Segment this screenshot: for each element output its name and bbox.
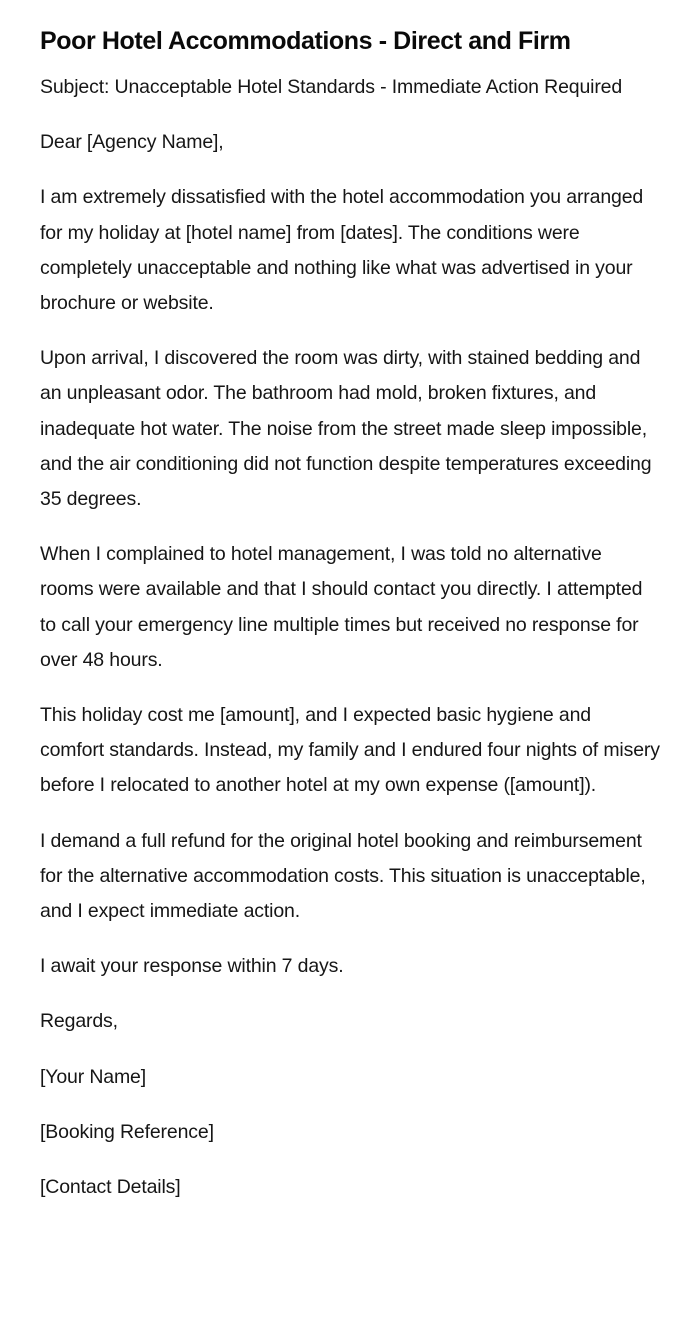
signature-contact-details: [Contact Details] bbox=[40, 1176, 181, 1199]
body-paragraph-deadline: I await your response within 7 days. bbox=[40, 955, 344, 978]
body-paragraph-demand: I demand a full refund for the original hotel booking and reimbursement for the alternative accommodation costs. This situation is unacceptable, and I expect immediate action. bbox=[40, 829, 646, 923]
body-paragraph-complaint: I am extremely dissatisfied with the hotel accommodation you arranged for my holiday at [hotel name] from [dates]. The conditions were completely unacceptable and nothing like what was advertised in your brochure or website. bbox=[40, 186, 644, 315]
salutation: Dear [Agency Name], bbox=[40, 131, 224, 154]
subject-line: Subject: Unacceptable Hotel Standards - Immediate Action Required bbox=[40, 76, 623, 98]
body-paragraph-management: When I complained to hotel management, I was told no alternative rooms were available and that I should contact you directly. I attempted to call your emergency line multiple times but received no response for over 48 hours. bbox=[40, 543, 643, 671]
closing: Regards, bbox=[40, 1010, 118, 1033]
body-paragraph-conditions: Upon arrival, I discovered the room was dirty, with stained bedding and an unpleasant odor. The bathroom had mold, broken fixtures, and inadequate hot water. The noise from the street made sleep impossible, and the air conditioning did not function despite temperatures exceeding 35 degrees. bbox=[40, 347, 652, 511]
body-paragraph-cost: This holiday cost me [amount], and I expected basic hygiene and comfort standards. Instead, my family and I endured four nights of misery before I relocated to another hotel at my own expense ([amount]). bbox=[40, 704, 660, 797]
signature-booking-reference: [Booking Reference] bbox=[40, 1120, 214, 1143]
signature-name: [Your Name] bbox=[40, 1065, 147, 1088]
document-title: Poor Hotel Accommodations - Direct and Firm bbox=[40, 27, 571, 55]
